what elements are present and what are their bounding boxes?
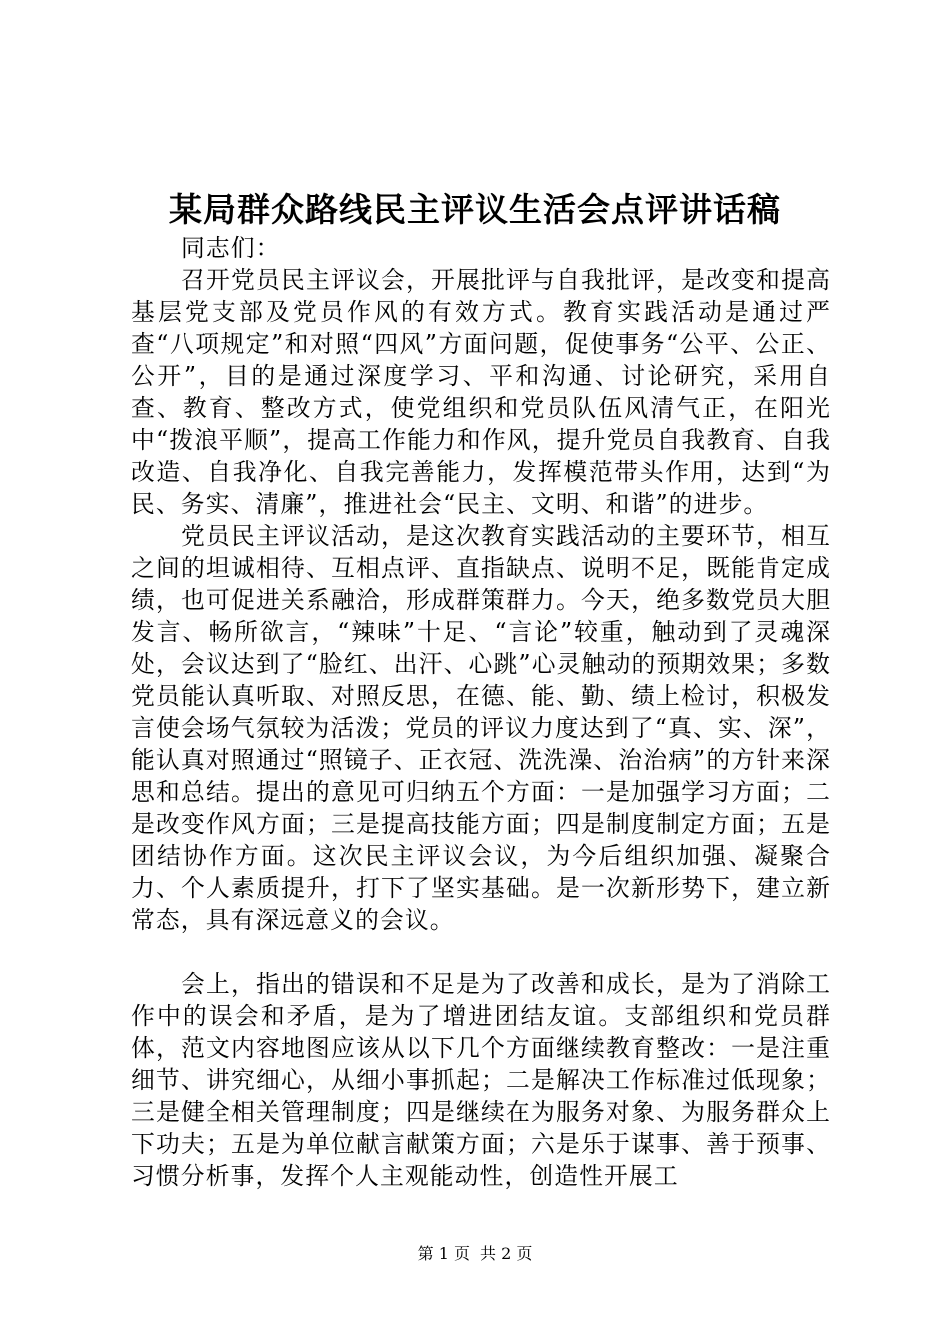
paragraph-1: 召开党员民主评议会，开展批评与自我批评，是改变和提高基层党支部及党员作风的有效方式。教育实践活动是通过严查“八项规定”和对照“四风”方面问题，促使事务“公平、公正、公开”，目的是通过深度学习、平和沟通、讨论研究，采用自查、教育、整改方式，使党组织和党员队伍风清气正，在阳光中“拨浪平顺”，提高工作能力和作风，提升党员自我教育、自我改造、自我净化、自我完善能力，发挥模范带头作用，达到“为民、务实、清廉”，推进社会“民主、文明、和谐”的进步。 — [131, 266, 831, 518]
paragraph-3: 会上，指出的错误和不足是为了改善和成长，是为了消除工作中的误会和矛盾，是为了增进团结友谊。支部组织和党员群体，范文内容地图应该从以下几个方面继续教育整改：一是注重细节、讲究细心，从细小事抓起；二是解决工作标准过低现象；三是健全相关管理制度；四是继续在为服务对象、为服务群众上下功夫；五是为单位献言献策方面；六是乐于谋事、善于预事、习惯分析事，发挥个人主观能动性，创造性开展工 — [131, 970, 831, 1190]
document-body — [131, 232, 831, 1192]
paragraph-2: 党员民主评议活动，是这次教育实践活动的主要环节，相互之间的坦诚相待、互相点评、直指缺点、说明不足，既能肯定成绩，也可促进关系融洽，形成群策群力。今天，绝多数党员大胆发言、畅所欲言，“辣味”十足、“言论”较重，触动到了灵魂深处，会议达到了“脸红、出汗、心跳”心灵触动的预期效果；多数党员能认真听取、对照反思，在德、能、勤、绩上检讨，积极发言使会场气氛较为活泼；党员的评议力度达到了“真、实、深”，能认真对照通过“照镜子、正衣冠、洗洗澡、治治病”的方针来深思和总结。提出的意见可归纳五个方面：一是加强学习方面；二是改变作风方面；三是提高技能方面；四是制度制定方面；五是团结协作方面。这次民主评议会议，为今后组织加强、凝聚合力、个人素质提升，打下了坚实基础。是一次新形势下，建立新常态，具有深远意义的会议。 — [131, 522, 831, 934]
page-number: 第 1 页 — [417, 1244, 470, 1263]
page-footer — [0, 1243, 950, 1265]
salutation: 同志们： — [180, 234, 281, 262]
document-title: 某局群众路线民主评议生活会点评讲话稿 — [169, 190, 781, 229]
page-total: 共 2 页 — [480, 1244, 533, 1263]
